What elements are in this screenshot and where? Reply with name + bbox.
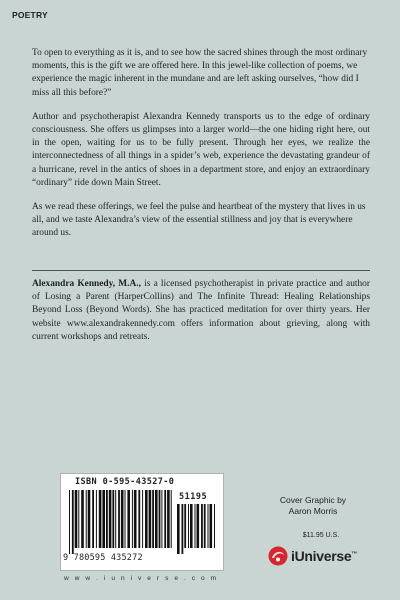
isbn-number: ISBN 0-595-43527-0 <box>75 477 175 487</box>
author-bio-text: is a licensed psychotherapist in private practice and author of Losing a Parent (HarperCollins) and The Infinite Thread: Healing Relationships Beyond Loss (Beyond Words). She has practiced meditation for over thirty years. Her website www.alexandrakennedy.com offers information about grieving, along with current workshops and retreats. <box>32 279 370 342</box>
publisher-name <box>291 548 357 564</box>
barcode-bar <box>92 490 94 548</box>
isbn-barcode <box>60 473 224 571</box>
cover-credit-line-1: Cover Graphic by <box>279 495 347 505</box>
barcode-bar <box>182 504 184 554</box>
barcode-bar <box>118 490 120 548</box>
barcode-bar <box>115 490 116 548</box>
back-cover-blurb <box>32 47 370 252</box>
barcode-bar <box>161 490 162 548</box>
barcode-bar <box>190 504 193 548</box>
barcode-bar <box>149 490 152 548</box>
iuniverse-swirl-icon <box>268 546 288 566</box>
author-bio <box>32 278 370 344</box>
ean-number: 9 780595 435272 <box>63 553 143 563</box>
barcode-bar <box>75 490 78 548</box>
barcode-bar <box>195 504 196 548</box>
barcode-bar <box>197 504 200 548</box>
barcode-bar <box>152 490 154 548</box>
barcode-bar <box>88 490 91 548</box>
genre-label: POETRY <box>12 10 48 20</box>
barcode-bar <box>208 504 209 548</box>
cover-credit-line-2: Aaron Morris <box>288 506 338 516</box>
barcode-bar <box>204 504 206 548</box>
trademark-symbol: ™ <box>351 551 358 558</box>
barcode-bar <box>177 504 180 554</box>
barcode-bar <box>81 490 84 548</box>
barcode-bar <box>159 490 161 548</box>
barcode-bar <box>164 490 166 548</box>
barcode-bar <box>112 490 114 548</box>
barcode-bar <box>86 490 87 548</box>
barcode-bar <box>125 490 126 548</box>
barcode-bar <box>210 504 213 548</box>
barcode-bar <box>132 490 133 548</box>
divider <box>32 270 370 271</box>
price: $11.95 U.S. <box>302 532 340 539</box>
barcode-bar <box>102 490 105 548</box>
barcode-bar <box>109 490 112 548</box>
barcode-bar <box>134 490 137 548</box>
publisher-url: w w w . i u n i v e r s e . c o m <box>64 575 219 582</box>
barcode-bar <box>99 490 102 548</box>
ean-barcode-bars <box>69 490 173 554</box>
barcode-bar <box>142 490 143 548</box>
publisher-name-text: iUniverse <box>291 548 352 564</box>
blurb-paragraph-2: Author and psychotherapist Alexandra Kennedy transports us to the edge of ordinary consciousness. She offers us glimpses into a larger world—the one hiding right here, out in the open, waiting for us to be fully present. Through her eyes, we realize the interconnectedness of all things in a spider’s web, experience the devastating grandeur of a hurricane, revel in the antics of shoes in a department store, and enjoy an extraordinary “ordinary” ride down Main Street. <box>32 111 370 188</box>
barcode-bar <box>138 490 140 548</box>
barcode-bar <box>121 490 124 548</box>
barcode-bar <box>145 490 148 548</box>
publisher-logo <box>268 545 357 567</box>
barcode-bar <box>214 504 215 548</box>
author-name: Alexandra Kennedy, M.A., <box>32 279 141 289</box>
barcode-bar <box>167 490 170 548</box>
barcode-bar <box>155 490 158 548</box>
barcode-bar <box>188 504 189 548</box>
price-supplement-number: 51195 <box>179 492 208 502</box>
barcode-bar <box>78 490 79 548</box>
blurb-paragraph-3: As we read these offerings, we feel the pulse and heartbeat of the mystery that lives in us all, and we taste Alexandra’s view of the essential stillness and joy that is everywhere around us. <box>32 202 366 239</box>
barcode-bar <box>171 490 172 548</box>
blurb-paragraph-1: To open to everything as it is, and to see how the sacred shines through the most ordinary moments, this is the gift we are offered here. In this jewel-like collection of poems, we experience the magic inherent in the mundane and are left asking ourselves, “how did I miss all this before?” <box>32 48 368 98</box>
barcode-bar <box>201 504 203 548</box>
barcode-bar <box>96 490 97 548</box>
cover-credit <box>268 495 358 517</box>
barcode-bar <box>72 490 74 554</box>
barcode-bar <box>127 490 130 548</box>
barcode-bar <box>69 490 70 554</box>
supplement-barcode-bars <box>177 504 217 554</box>
barcode-bar <box>184 504 186 548</box>
barcode-bar <box>106 490 108 548</box>
